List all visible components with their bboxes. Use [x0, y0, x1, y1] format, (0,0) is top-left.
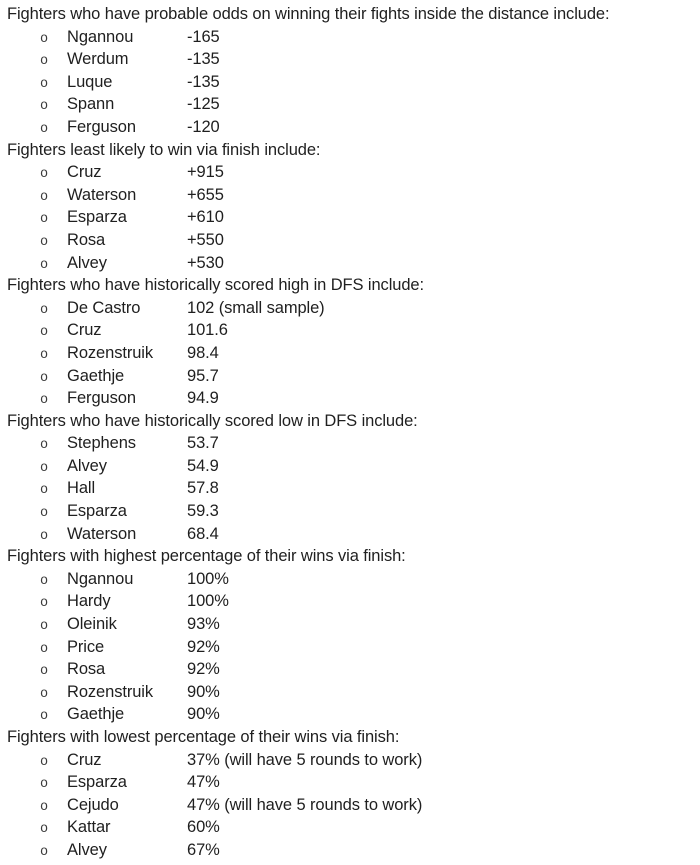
list-item: [7, 297, 694, 320]
section-list: [7, 161, 694, 274]
fighter-value: 100%: [187, 569, 229, 588]
fighter-value: 60%: [187, 818, 220, 837]
fighter-name: Esparza: [67, 208, 127, 227]
fighter-name: Esparza: [67, 502, 127, 521]
list-item: [7, 116, 694, 139]
list-item: [7, 455, 694, 478]
list-item: [7, 206, 694, 229]
bullet-icon: o: [40, 573, 49, 589]
bullet-icon: o: [40, 822, 49, 838]
fighter-name: Alvey: [67, 456, 107, 475]
fighter-value: 94.9: [187, 389, 219, 408]
list-item: [7, 161, 694, 184]
list-item: [7, 26, 694, 49]
fighter-name: De Castro: [67, 298, 141, 317]
fighter-name: Cruz: [67, 321, 102, 340]
bullet-icon: o: [40, 777, 49, 793]
bullet-icon: o: [40, 483, 49, 499]
section-heading: Fighters who have historically scored low in DFS include:: [7, 411, 418, 430]
bullet-icon: o: [40, 257, 49, 273]
fighter-name: Luque: [67, 72, 113, 91]
bullet-icon: o: [40, 189, 49, 205]
list-item: [7, 523, 694, 546]
list-item: [7, 794, 694, 817]
fighter-name: Rosa: [67, 230, 106, 249]
bullet-icon: o: [40, 302, 49, 318]
fighter-name: Gaethje: [67, 705, 125, 724]
fighter-value: +550: [187, 230, 224, 249]
fighter-section: [7, 545, 694, 726]
bullet-icon: o: [40, 596, 49, 612]
fighter-name: Rosa: [67, 660, 106, 679]
bullet-icon: o: [40, 460, 49, 476]
section-heading: Fighters who have historically scored high in DFS include:: [7, 276, 424, 295]
fighter-value: 54.9: [187, 456, 219, 475]
list-item: [7, 816, 694, 839]
fighter-name: Alvey: [67, 840, 107, 859]
fighter-value: 90%: [187, 705, 220, 724]
section-list: [7, 432, 694, 545]
fighter-value: -120: [187, 117, 220, 136]
list-item: [7, 93, 694, 116]
bullet-icon: o: [40, 393, 49, 409]
bullet-icon: o: [40, 438, 49, 454]
list-item: [7, 703, 694, 726]
list-item: [7, 387, 694, 410]
fighter-value: 92%: [187, 637, 220, 656]
fighter-section: [7, 139, 694, 275]
fighter-name: Oleinik: [67, 615, 117, 634]
fighter-name: Stephens: [67, 434, 136, 453]
section-heading: Fighters with highest percentage of their wins via finish:: [7, 547, 406, 566]
bullet-icon: o: [40, 76, 49, 92]
list-item: [7, 681, 694, 704]
fighter-name: Rozenstruik: [67, 343, 154, 362]
bullet-icon: o: [40, 347, 49, 363]
bullet-icon: o: [40, 709, 49, 725]
bullet-icon: o: [40, 234, 49, 250]
fighter-name: Ferguson: [67, 389, 136, 408]
fighter-value: 93%: [187, 615, 220, 634]
fighter-value: 68.4: [187, 524, 219, 543]
bullet-icon: o: [40, 99, 49, 115]
fighter-name: Ngannou: [67, 27, 134, 46]
bullet-icon: o: [40, 31, 49, 47]
fighter-value: 98.4: [187, 343, 219, 362]
fighter-value: 92%: [187, 660, 220, 679]
fighter-name: Ferguson: [67, 117, 136, 136]
list-item: [7, 613, 694, 636]
list-item: [7, 432, 694, 455]
section-list: [7, 568, 694, 726]
fighter-value: 67%: [187, 840, 220, 859]
list-item: [7, 771, 694, 794]
fighter-value: 37% (will have 5 rounds to work): [187, 750, 423, 769]
list-item: [7, 184, 694, 207]
fighter-value: -125: [187, 95, 220, 114]
bullet-icon: o: [40, 641, 49, 657]
fighter-value: 100%: [187, 592, 229, 611]
bullet-icon: o: [40, 664, 49, 680]
fighter-name: Cruz: [67, 750, 102, 769]
bullet-icon: o: [40, 754, 49, 770]
list-item: [7, 500, 694, 523]
fighter-name: Price: [67, 637, 105, 656]
fighter-section: [7, 410, 694, 546]
bullet-icon: o: [40, 167, 49, 183]
list-item: [7, 365, 694, 388]
bullet-icon: o: [40, 325, 49, 341]
fighter-name: Cejudo: [67, 795, 119, 814]
list-item: [7, 342, 694, 365]
list-item: [7, 658, 694, 681]
fighter-value: -135: [187, 72, 220, 91]
fighter-value: 95.7: [187, 366, 219, 385]
bullet-icon: o: [40, 686, 49, 702]
list-item: [7, 229, 694, 252]
list-item: [7, 568, 694, 591]
fighter-name: Alvey: [67, 253, 107, 272]
fighter-value: -165: [187, 27, 220, 46]
fighter-value: +655: [187, 185, 224, 204]
list-item: [7, 590, 694, 613]
fighter-value: 47% (will have 5 rounds to work): [187, 795, 423, 814]
fighter-section: [7, 274, 694, 410]
bullet-icon: o: [40, 799, 49, 815]
fighter-name: Waterson: [67, 524, 137, 543]
fighter-value: -135: [187, 50, 220, 69]
list-item: [7, 477, 694, 500]
fighter-value: 102 (small sample): [187, 298, 325, 317]
section-heading: Fighters with lowest percentage of their wins via finish:: [7, 728, 400, 746]
fighter-value: 90%: [187, 682, 220, 701]
section-list: [7, 297, 694, 410]
list-item: [7, 71, 694, 94]
list-item: [7, 839, 694, 862]
fighter-name: Cruz: [67, 163, 102, 182]
fighter-name: Kattar: [67, 818, 111, 837]
fighter-name: Esparza: [67, 773, 127, 792]
fighter-name: Rozenstruik: [67, 682, 154, 701]
fighter-value: 47%: [187, 773, 220, 792]
fighter-value: 101.6: [187, 321, 228, 340]
list-item: [7, 252, 694, 275]
fighter-value: 53.7: [187, 434, 219, 453]
fighter-section: [7, 3, 694, 139]
section-heading: Fighters least likely to win via finish include:: [7, 140, 321, 159]
bullet-icon: o: [40, 619, 49, 635]
fighter-value: +915: [187, 163, 224, 182]
list-item: [7, 636, 694, 659]
fighter-name: Ngannou: [67, 569, 134, 588]
section-heading: Fighters who have probable odds on winning their fights inside the distance include:: [7, 5, 610, 23]
bullet-icon: o: [40, 370, 49, 386]
fighter-name: Gaethje: [67, 366, 125, 385]
fighter-name: Hardy: [67, 592, 111, 611]
section-list: [7, 749, 694, 862]
list-item: [7, 48, 694, 71]
fighter-value: +530: [187, 253, 224, 272]
bullet-icon: o: [40, 121, 49, 137]
bullet-icon: o: [40, 54, 49, 70]
fighter-name: Hall: [67, 479, 96, 498]
fighter-value: 57.8: [187, 479, 219, 498]
fighter-value: 59.3: [187, 502, 219, 521]
fighter-name: Waterson: [67, 185, 137, 204]
bullet-icon: o: [40, 528, 49, 544]
list-item: [7, 319, 694, 342]
fighter-section: [7, 726, 694, 862]
fighter-value: +610: [187, 208, 224, 227]
list-item: [7, 749, 694, 772]
bullet-icon: o: [40, 844, 49, 860]
section-list: [7, 26, 694, 139]
bullet-icon: o: [40, 506, 49, 522]
bullet-icon: o: [40, 212, 49, 228]
fighter-name: Werdum: [67, 50, 129, 69]
fighter-name: Spann: [67, 95, 115, 114]
